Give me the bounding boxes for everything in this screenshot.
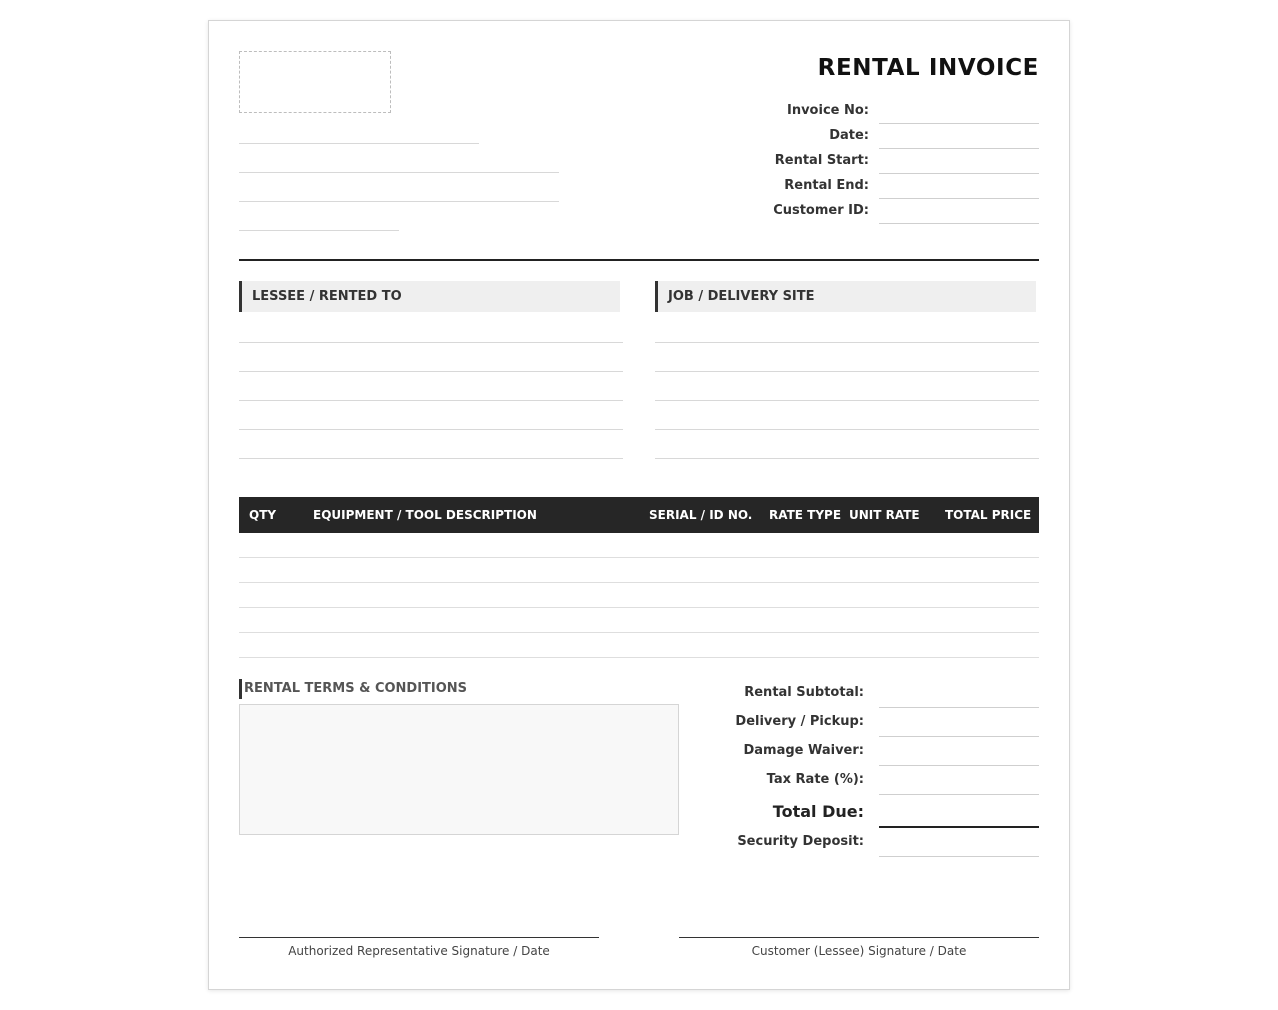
table-row[interactable]	[239, 557, 1039, 558]
damage-waiver-field[interactable]	[879, 765, 1039, 766]
company-city-line[interactable]	[239, 201, 559, 202]
tax-rate-field[interactable]	[879, 794, 1039, 795]
tax-rate-label: Tax Rate (%):	[766, 772, 864, 787]
header-divider	[239, 259, 1039, 261]
table-row[interactable]	[239, 607, 1039, 608]
column-header-rate-type: RATE TYPE	[769, 508, 842, 522]
delivery-pickup-label: Delivery / Pickup:	[735, 714, 864, 729]
total-due-label: Total Due:	[772, 802, 864, 821]
lessee-section-title: LESSEE / RENTED TO	[239, 281, 620, 312]
rental-subtotal-label: Rental Subtotal:	[744, 685, 864, 700]
job-site-line[interactable]	[655, 458, 1039, 459]
job-site-line[interactable]	[655, 371, 1039, 372]
table-row[interactable]	[239, 582, 1039, 583]
invoice-page	[208, 20, 1070, 990]
customer-signature-line[interactable]	[679, 937, 1039, 938]
date-label: Date:	[829, 128, 869, 143]
customer-signature-label: Customer (Lessee) Signature / Date	[751, 944, 967, 958]
column-header-unit-rate: UNIT RATE	[849, 508, 920, 522]
column-header-qty: QTY	[249, 508, 277, 522]
rental-end-label: Rental End:	[784, 178, 869, 193]
lessee-line[interactable]	[239, 458, 623, 459]
lessee-line[interactable]	[239, 429, 623, 430]
rental-subtotal-field[interactable]	[879, 707, 1039, 708]
date-field[interactable]	[879, 148, 1039, 149]
invoice-title: RENTAL INVOICE	[817, 55, 1039, 81]
rental-start-field[interactable]	[879, 173, 1039, 174]
company-phone-line[interactable]	[239, 230, 399, 231]
company-name-line[interactable]	[239, 143, 479, 144]
company-address-line[interactable]	[239, 172, 559, 173]
invoice-no-label: Invoice No:	[786, 103, 869, 118]
lessee-line[interactable]	[239, 371, 623, 372]
lessee-line[interactable]	[239, 342, 623, 343]
logo-placeholder[interactable]	[239, 51, 391, 113]
invoice-no-field[interactable]	[879, 123, 1039, 124]
lessee-line[interactable]	[239, 400, 623, 401]
delivery-pickup-field[interactable]	[879, 736, 1039, 737]
security-deposit-field[interactable]	[879, 856, 1039, 857]
job-site-line[interactable]	[655, 429, 1039, 430]
total-due-field[interactable]	[879, 826, 1039, 828]
customer-id-label: Customer ID:	[773, 203, 869, 218]
table-row[interactable]	[239, 657, 1039, 658]
security-deposit-label: Security Deposit:	[737, 834, 864, 849]
rental-end-field[interactable]	[879, 198, 1039, 199]
items-table-header	[239, 497, 1039, 533]
column-header-total-price: TOTAL PRICE	[945, 508, 1032, 522]
column-header-description: EQUIPMENT / TOOL DESCRIPTION	[313, 508, 537, 522]
column-header-serial: SERIAL / ID NO.	[649, 508, 753, 522]
job-site-section-title: JOB / DELIVERY SITE	[655, 281, 1036, 312]
customer-id-field[interactable]	[879, 223, 1039, 224]
representative-signature-line[interactable]	[239, 937, 599, 938]
terms-title: RENTAL TERMS & CONDITIONS	[239, 679, 467, 699]
damage-waiver-label: Damage Waiver:	[743, 743, 864, 758]
job-site-line[interactable]	[655, 342, 1039, 343]
table-row[interactable]	[239, 632, 1039, 633]
rental-start-label: Rental Start:	[774, 153, 869, 168]
job-site-line[interactable]	[655, 400, 1039, 401]
terms-textarea[interactable]	[239, 704, 679, 835]
representative-signature-label: Authorized Representative Signature / Date	[288, 944, 550, 958]
